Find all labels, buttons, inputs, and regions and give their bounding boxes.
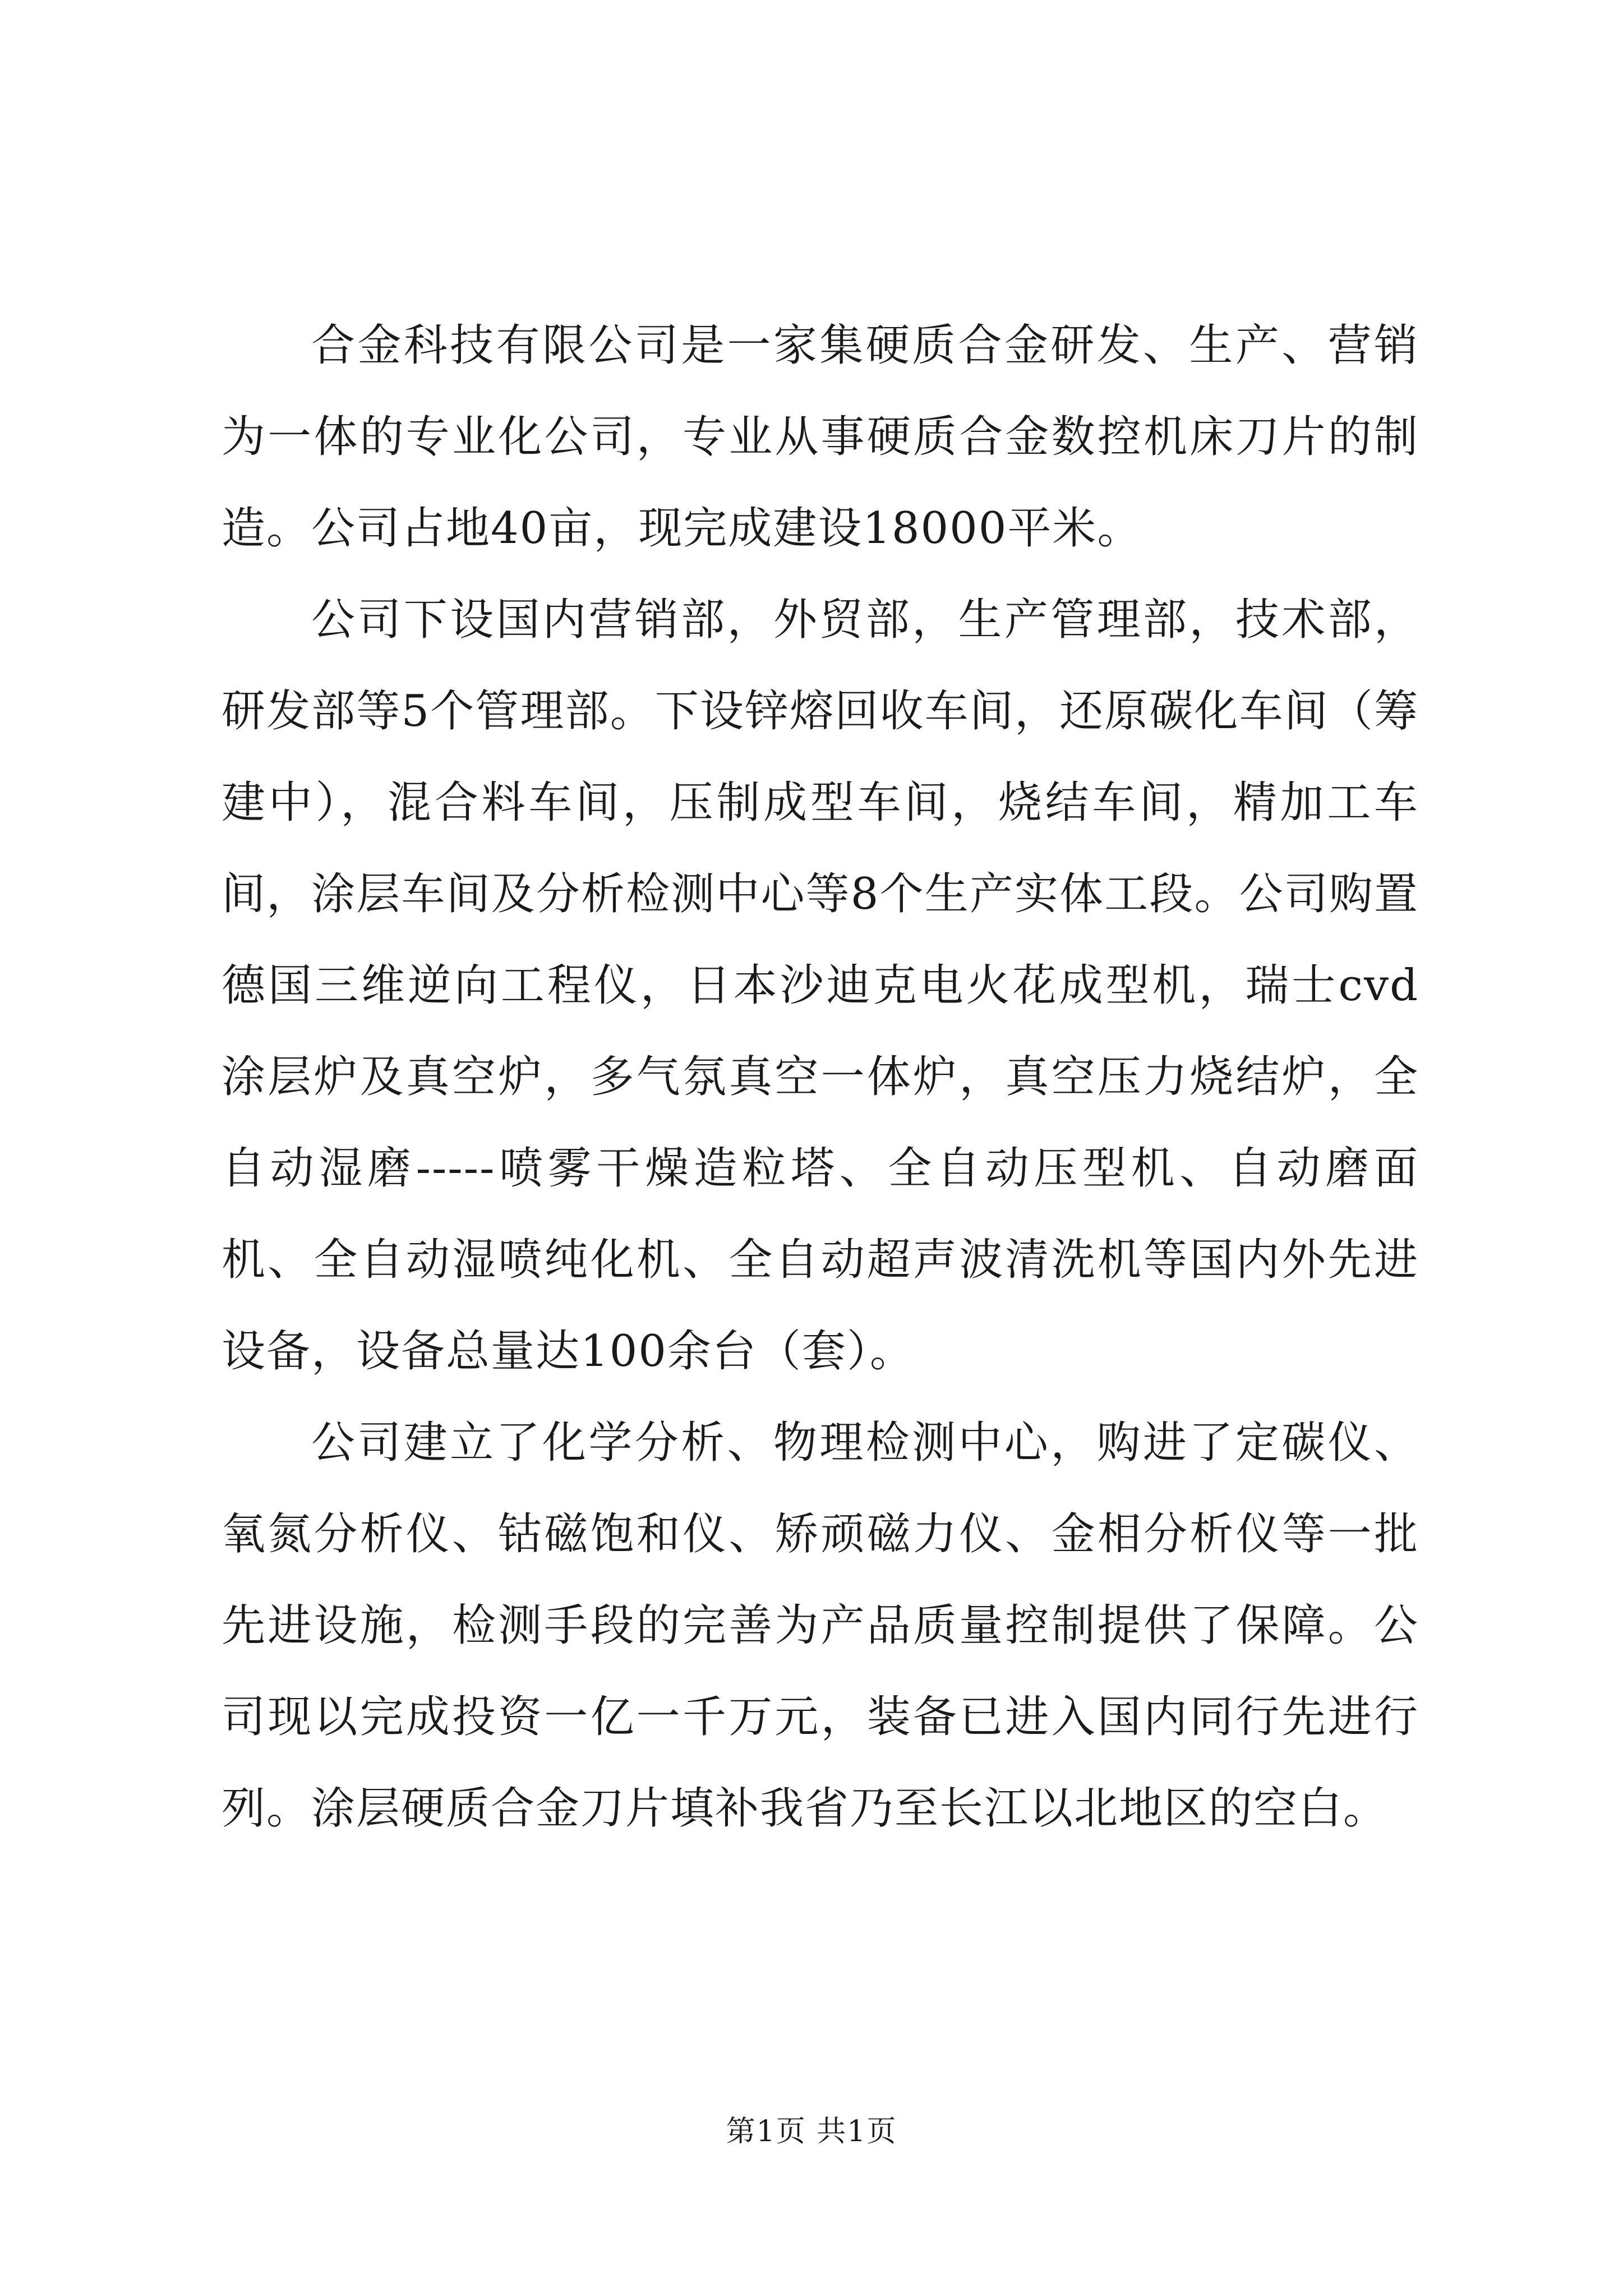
page-footer: 第1页 共1页 [726, 2115, 897, 2148]
paragraph-departments-equipment: 公司下设国内营销部，外贸部，生产管理部，技术部，研发部等5个管理部。下设锌熔回收车间，还原碳化车间（筹建中），混合料车间，压制成型车间，烧结车间，精加工车间，涂层车间及分析检测中心等8个生产实体工段。公司购置德国三维逆向工程仪，日本沙迪克电火花成型机，瑞士cvd涂层炉及真空炉，多气氛真空一体炉，真空压力烧结炉，全自动湿磨-----喷雾干燥造粒塔、全自动压型机、自动磨面机、全自动湿喷纯化机、全自动超声波清洗机等国内外先进设备，设备总量达100余台（套）。 [222, 595, 1419, 1377]
paragraph-company-overview: 合金科技有限公司是一家集硬质合金研发、生产、营销为一体的专业化公司，专业从事硬质合金数控机床刀片的制造。公司占地40亩，现完成建设18000平米。 [222, 320, 1419, 554]
paragraph-testing-investment: 公司建立了化学分析、物理检测中心，购进了定碳仪、氧氮分析仪、钴磁饱和仪、矫顽磁力仪、金相分析仪等一批先进设施，检测手段的完善为产品质量控制提供了保障。公司现以完成投资一亿一千万元，装备已进入国内同行先进行列。涂层硬质合金刀片填补我省乃至长江以北地区的空白。 [222, 1418, 1419, 1834]
document-body [222, 300, 1419, 1855]
